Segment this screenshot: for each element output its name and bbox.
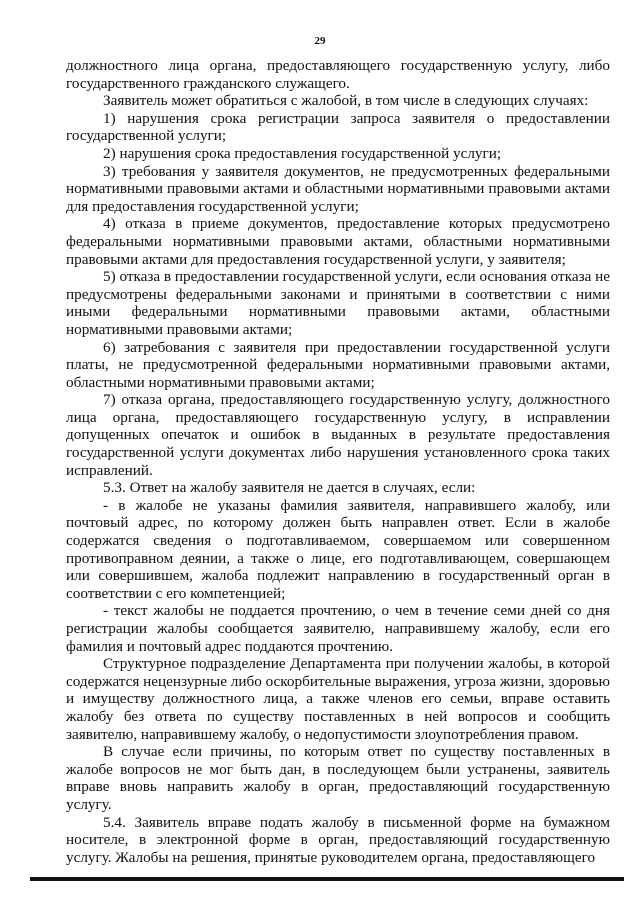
section-5-4-paragraph: 5.4. Заявитель вправе подать жалобу в письменной форме на бумажном носителе, в электронной форме в орган, предоставляющий государственную услугу. Жалобы на решения, принятые руководителем органа, предоставляющего — [66, 813, 610, 866]
dash-item-no-name: - в жалобе не указаны фамилия заявителя, направившего жалобу, или почтовый адрес, по которому должен быть направлен ответ. Если в жалобе содержатся сведения о подготавливаемом, совершаемом или совершенном противоправном деянии, а также о лице, его подготавливающем, совершающем или совершившем, жалоба подлежит направлению в государственный орган в соответствии с его компетенцией; — [66, 496, 610, 602]
section-5-3-heading: 5.3. Ответ на жалобу заявителя не дается в случаях, если: — [103, 479, 476, 497]
dash-item-unreadable: - текст жалобы не поддается прочтению, о чем в течение семи дней со дня регистрации жалобы сообщается заявителю, направившему жалобу, если его фамилия и почтовый адрес поддаются прочтению. — [66, 602, 610, 655]
list-item-4: 4) отказа в приеме документов, предоставление которых предусмотрено федеральными нормативными правовыми актами, областными нормативными правовыми актами для предоставления государственной услуги, у заявителя; — [66, 215, 610, 268]
paragraph-complaint-cases-intro: Заявитель может обратиться с жалобой, в том числе в следующих случаях: — [103, 92, 589, 110]
list-item-7: 7) отказа органа, предоставляющего государственную услугу, должностного лица органа, предоставляющего государственную услугу, в исправлении допущенных опечаток и ошибок в выданных в результате предоставления государственной услуги документах либо нарушения установленного срока таких исправлений. — [66, 391, 610, 479]
paragraph-obscene-complaint: Структурное подразделение Департамента при получении жалобы, в которой содержатся нецензурные либо оскорбительные выражения, угроза жизни, здоровью и имуществу должностного лица, а также членов его семьи, вправе оставить жалобу без ответа по существу поставленных в ней вопросов и сообщить заявителю, направившему жалобу, о недопустимости злоупотребления правом. — [66, 655, 610, 743]
list-item-6: 6) затребования с заявителя при предоставлении государственной услуги платы, не предусмотренной федеральными нормативными правовыми актами, областными нормативными правовыми актами; — [66, 338, 610, 391]
document-body — [66, 57, 610, 866]
list-item-1: 1) нарушения срока регистрации запроса заявителя о предоставлении государственной услуги; — [66, 109, 610, 145]
list-item-5: 5) отказа в предоставлении государственной услуги, если основания отказа не предусмотрены федеральными законами и принятыми в соответствии с ними иными федеральными нормативными правовыми актами, областными нормативными правовыми актами; — [66, 268, 610, 338]
page-number: 29 — [314, 35, 326, 47]
list-item-3: 3) требования у заявителя документов, не предусмотренных федеральными нормативными правовыми актами и областными нормативными правовыми актами для предоставления государственной услуги; — [66, 162, 610, 215]
paragraph-resubmission: В случае если причины, по которым ответ по существу поставленных в жалобе вопросов не мог быть дан, в последующем были устранены, заявитель вправе вновь направить жалобу в орган, предоставляющий государственную услугу. — [66, 743, 610, 813]
paragraph-continuation: должностного лица органа, предоставляющего государственную услугу, либо государственного гражданского служащего. — [66, 57, 610, 92]
bottom-rule — [30, 877, 624, 881]
list-item-2: 2) нарушения срока предоставления государственной услуги; — [103, 144, 502, 162]
